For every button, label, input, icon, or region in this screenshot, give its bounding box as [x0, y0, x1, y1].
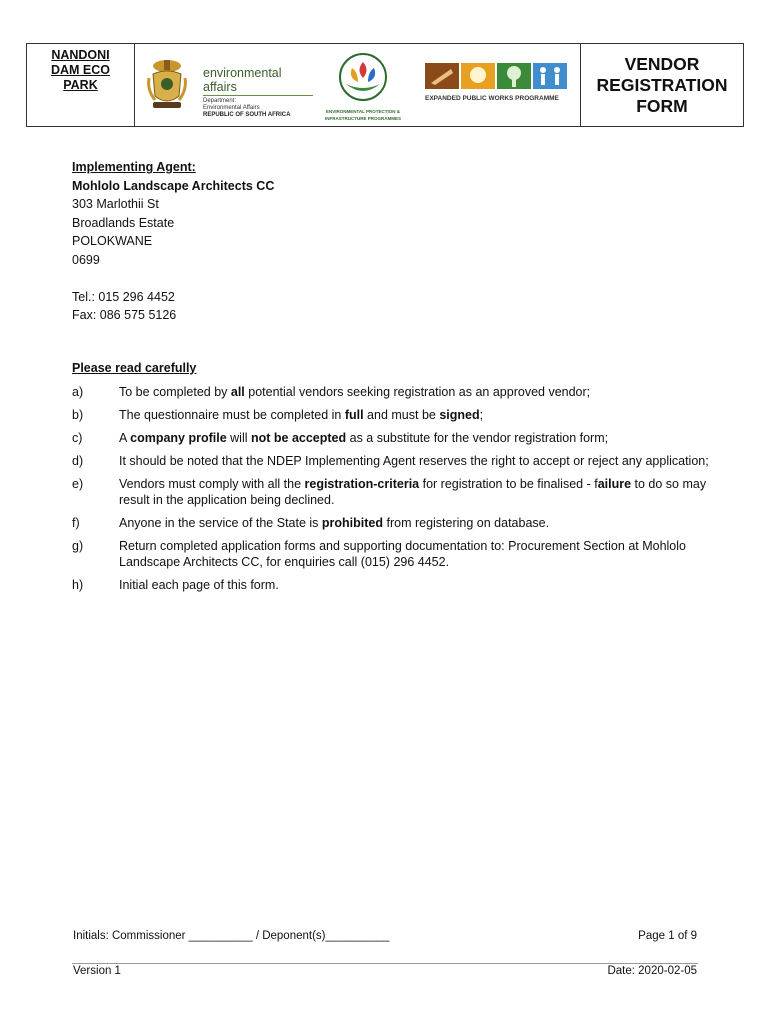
instruction-text: [119, 476, 712, 508]
instruction-item: [72, 515, 712, 531]
instruction-marker: e): [72, 477, 84, 491]
instruction-text: [119, 430, 712, 446]
emphasis-text: all: [230, 385, 245, 399]
emphasis-text: not be accepted: [250, 431, 347, 445]
instruction-text-run: A: [119, 431, 131, 445]
instruction-item: [72, 453, 712, 469]
page-number: Page 1 of 9: [638, 930, 697, 942]
instruction-marker: g): [72, 539, 84, 553]
agent-address-line: 0699: [72, 252, 100, 267]
agent-address-line: POLOKWANE: [72, 234, 153, 248]
instruction-text: [119, 538, 712, 570]
instruction-text-run: as a substitute for the vendor registration form;: [346, 431, 609, 445]
agent-address-line: Broadlands Estate: [72, 215, 175, 230]
instruction-item: [72, 384, 712, 400]
instruction-text-run: Return completed application forms and supporting documentation to: Procurement Section at Mohlolo Landscape Architects CC, for enquiries call (015) 296 4452.: [119, 539, 686, 569]
instruction-marker: b): [72, 408, 84, 422]
instruction-text-run: To be completed by: [119, 385, 231, 399]
emphasis-text: company profile: [130, 431, 227, 445]
initials-line: Initials: Commissioner __________ / Deponent(s)__________: [73, 930, 390, 942]
instruction-text-run: will: [226, 431, 251, 445]
instruction-text-run: potential vendors seeking registration as an approved vendor;: [244, 385, 591, 399]
instruction-text: [119, 407, 712, 423]
instruction-text-run: It should be noted that the NDEP Implementing Agent reserves the right to accept or reject any application;: [119, 454, 709, 468]
emphasis-text: prohibited: [321, 516, 384, 530]
instruction-text: [119, 515, 712, 531]
instruction-text-run: and must be: [363, 408, 440, 422]
instruction-item: [72, 407, 712, 423]
document-header: [26, 43, 744, 127]
instruction-text-run: Initial each page of this form.: [119, 578, 279, 592]
agent-fax: Fax: 086 575 5126: [72, 308, 177, 322]
instruction-text-run: from registering on database.: [383, 516, 550, 530]
emphasis-text: ailure: [597, 477, 632, 491]
instruction-item: [72, 538, 712, 570]
instruction-text: [119, 453, 712, 469]
instruction-text: [119, 384, 712, 400]
instruction-item: [72, 577, 712, 593]
emphasis-text: full: [344, 408, 364, 422]
emphasis-text: registration-criteria: [304, 477, 420, 491]
epwp-logo: EXPANDED PUBLIC WORKS PROGRAMME: [425, 61, 570, 111]
instruction-marker: h): [72, 578, 84, 592]
environmental-affairs-logo: environmental affairs Department: Environmental Affairs REPUBLIC OF SOUTH AFRICA: [145, 56, 310, 112]
instruction-text-run: ;: [479, 408, 484, 422]
instruction-item: [72, 430, 712, 446]
epwp-pictograms-icon: [425, 61, 567, 91]
coat-of-arms-icon: [145, 56, 189, 112]
instruction-marker: f): [72, 516, 80, 530]
agent-heading: Implementing Agent:: [72, 160, 196, 174]
agent-address-line: 303 Marlothii St: [72, 197, 159, 211]
hands-leaves-icon: [336, 52, 390, 102]
instructions-list: [72, 384, 712, 600]
instruction-text-run: Anyone in the service of the State is: [119, 516, 322, 530]
logo-strip: [135, 44, 581, 126]
instruction-marker: a): [72, 385, 84, 399]
version-label: Version 1: [73, 965, 121, 977]
agent-telephone: Tel.: 015 296 4452: [72, 289, 175, 304]
instruction-marker: c): [72, 431, 83, 445]
instruction-text-run: Vendors must comply with all the: [119, 477, 305, 491]
emphasis-text: signed: [439, 408, 480, 422]
instruction-item: [72, 476, 712, 508]
project-name: NANDONI DAM ECO PARK: [27, 44, 135, 126]
date-label: Date: 2020-02-05: [607, 965, 697, 977]
instruction-text-run: The questionnaire must be completed in: [119, 408, 345, 422]
form-title: VENDOR REGISTRATION FORM: [596, 53, 728, 116]
instruction-text-run: to do so may result in the application being declined.: [119, 477, 707, 507]
environmental-protection-logo: ENVIRONMENTAL PROTECTION & INFRASTRUCTURE PROGRAMMES: [323, 52, 403, 118]
instructions-heading: Please read carefully: [72, 361, 197, 375]
agent-company: Mohlolo Landscape Architects CC: [72, 178, 275, 193]
implementing-agent-block: [72, 158, 274, 325]
instruction-text: [119, 577, 712, 593]
instruction-text-run: for registration to be finalised - f: [419, 477, 598, 491]
instruction-marker: d): [72, 454, 84, 468]
footer-divider: [72, 963, 698, 964]
